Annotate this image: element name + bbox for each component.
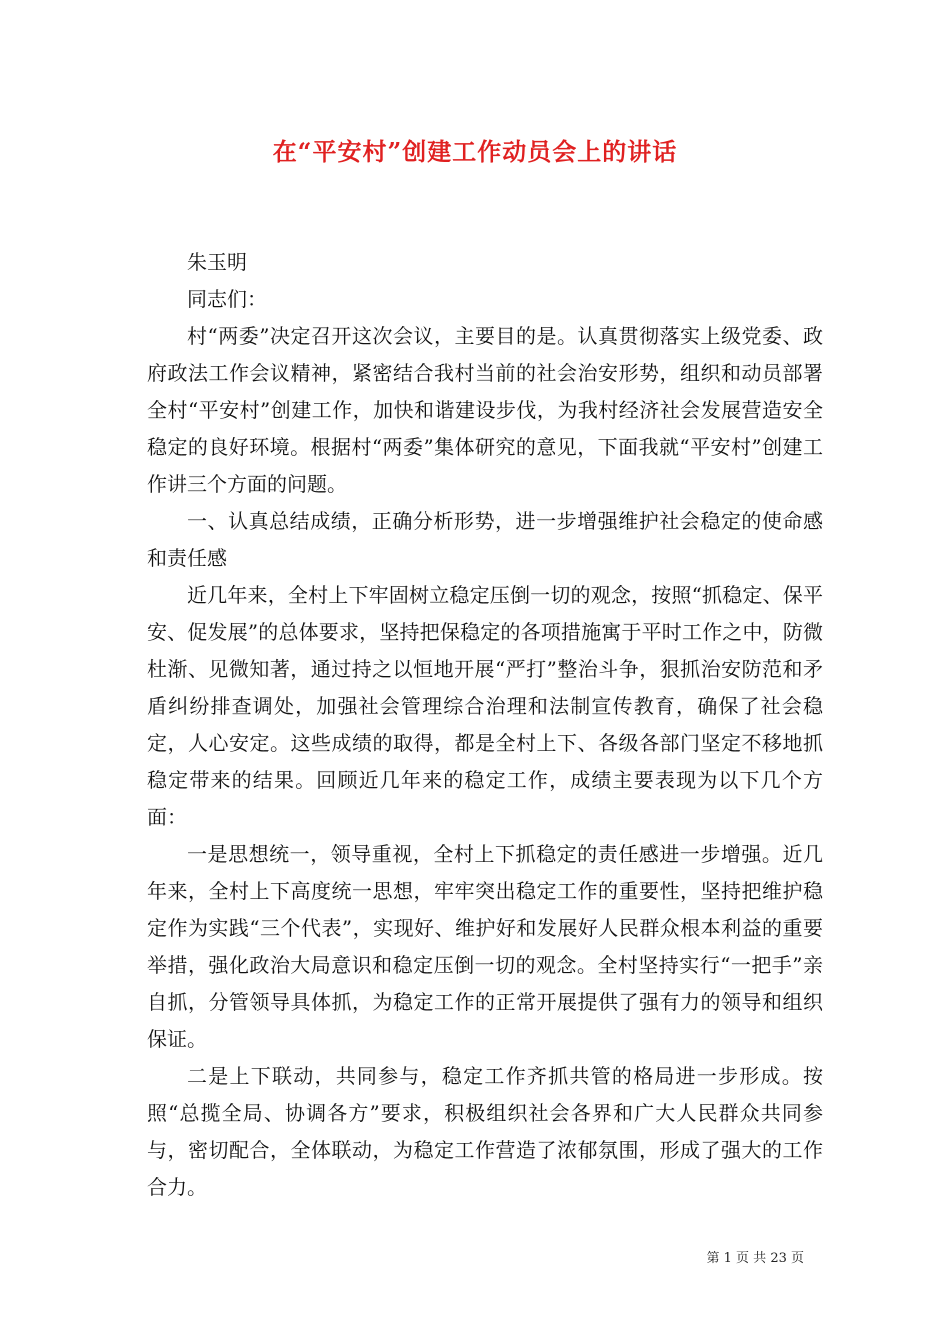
body-paragraph: 一是思想统一，领导重视，全村上下抓稳定的责任感进一步增强。近几年来，全村上下高度统一思想，牢牢突出稳定工作的重要性，坚持把维护稳定作为实践“三个代表”，实现好、维护好和发展好人民群众根本利益的重要举措，强化政治大局意识和稳定压倒一切的观念。全村坚持实行“一把手”亲自抓，分管领导具体抓，为稳定工作的正常开展提供了强有力的领导和组织保证。 [147,842,823,1051]
body-paragraph: 二是上下联动，共同参与，稳定工作齐抓共管的格局进一步形成。按照“总揽全局、协调各方”要求，积极组织社会各界和广大人民群众共同参与，密切配合，全体联动，为稳定工作营造了浓郁氛围，形成了强大的工作合力。 [147,1064,823,1199]
body-paragraph: 村“两委”决定召开这次会议，主要目的是。认真贯彻落实上级党委、政府政法工作会议精神，紧密结合我村当前的社会治安形势，组织和动员部署全村“平安村”创建工作，加快和谐建设步伐，为我村经济社会发展营造安全稳定的良好环境。根据村“两委”集体研究的意见，下面我就“平安村”创建工作讲三个方面的问题。 [147,324,823,496]
document-title: 在“平安村”创建工作动员会上的讲话 [272,137,678,166]
salutation: 同志们： [187,287,267,311]
page-number: 第 1 页 共 23 页 [706,1251,804,1266]
section-heading: 一、认真总结成绩，正确分析形势，进一步增强维护社会稳定的使命感和责任感 [147,509,823,570]
document-body [147,244,823,1206]
author-line: 朱玉明 [187,250,247,274]
body-paragraph: 近几年来，全村上下牢固树立稳定压倒一切的观念，按照“抓稳定、保平安、促发展”的总体要求，坚持把保稳定的各项措施寓于平时工作之中，防微杜渐、见微知著，通过持之以恒地开展“严打”整治斗争，狠抓治安防范和矛盾纠纷排查调处，加强社会管理综合治理和法制宣传教育，确保了社会稳定，人心安定。这些成绩的取得，都是全村上下、各级各部门坚定不移地抓稳定带来的结果。回顾近几年来的稳定工作，成绩主要表现为以下几个方面： [147,583,823,829]
